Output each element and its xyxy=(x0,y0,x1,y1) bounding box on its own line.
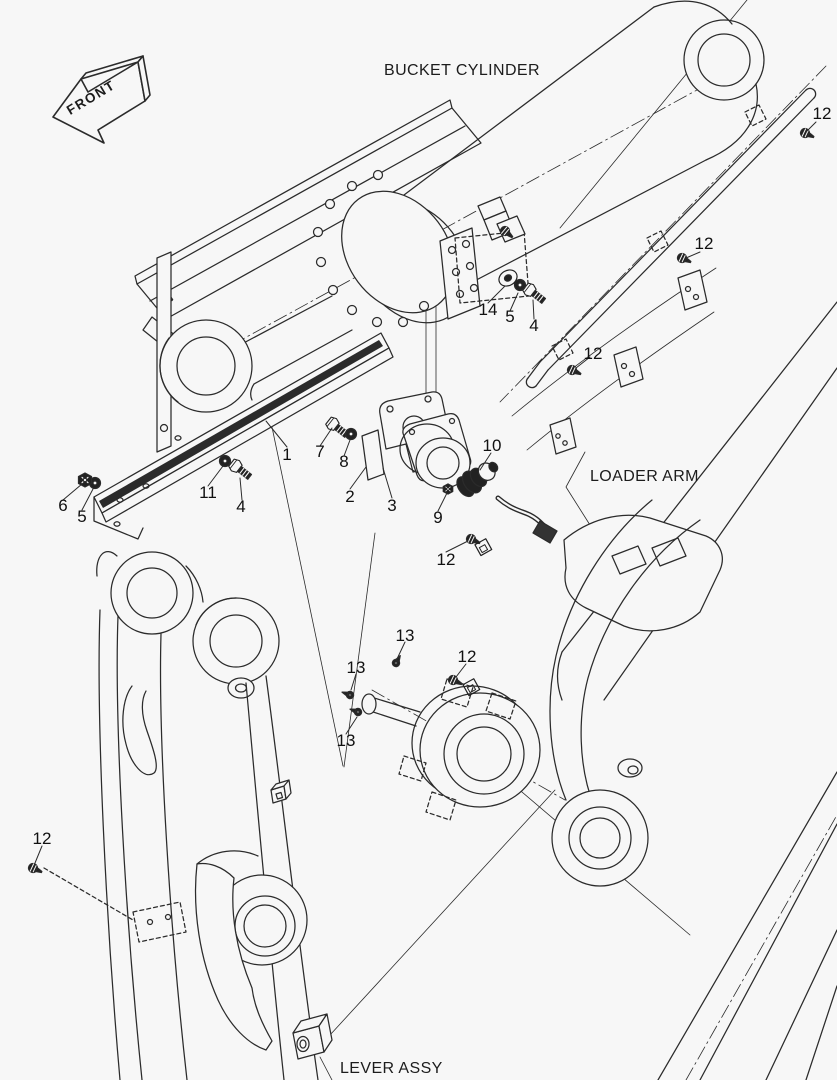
callout-number: 3 xyxy=(387,496,397,515)
callout-number: 13 xyxy=(336,731,356,750)
shim-plates xyxy=(550,270,707,454)
washer-icon xyxy=(346,429,357,440)
callout-number: 6 xyxy=(58,496,68,515)
bolt-icon xyxy=(566,364,582,378)
bolt-icon xyxy=(447,674,463,688)
callout-number: 12 xyxy=(32,829,52,848)
callout-number: 12 xyxy=(812,104,832,123)
sensor-bracket-assembly xyxy=(362,392,557,543)
callout-number: 2 xyxy=(345,487,355,506)
bolt-icon xyxy=(27,862,43,876)
callout-number: 13 xyxy=(395,626,415,645)
front-direction-label: FRONT xyxy=(63,77,119,118)
callout-number: 11 xyxy=(199,483,217,502)
bolt-icon xyxy=(799,127,815,141)
loader-arm-label: LOADER ARM xyxy=(590,468,699,485)
bucket-cylinder-label: BUCKET CYLINDER xyxy=(384,62,540,79)
bolt-icon xyxy=(676,252,692,266)
washer-icon xyxy=(220,456,231,467)
grease-pipe xyxy=(526,88,815,387)
callout-number: 10 xyxy=(482,436,502,455)
callout-number: 7 xyxy=(315,442,325,461)
callout-number: 4 xyxy=(236,497,246,516)
callout-number: 12 xyxy=(583,344,603,363)
callout-number: 1 xyxy=(282,445,292,464)
lever-assy-drawing xyxy=(44,552,332,1080)
bolt-icon xyxy=(227,458,253,482)
callout-number: 5 xyxy=(77,507,87,526)
construction-lines xyxy=(268,0,747,1035)
callout-number: 14 xyxy=(478,300,498,319)
callout-number: 5 xyxy=(505,307,515,326)
grease-fitting-icon xyxy=(341,689,355,700)
callout-number: 12 xyxy=(694,234,714,253)
bolt-icon xyxy=(465,533,481,547)
callout-number: 12 xyxy=(436,550,456,569)
callout-number: 13 xyxy=(346,658,366,677)
callout-number: 4 xyxy=(529,316,539,335)
lever-assy-label: LEVER ASSY xyxy=(340,1060,443,1077)
callout-number: 9 xyxy=(433,508,443,527)
callout-number: 12 xyxy=(457,647,477,666)
grease-fitting-icon xyxy=(391,654,403,668)
callout-number: 8 xyxy=(339,452,349,471)
